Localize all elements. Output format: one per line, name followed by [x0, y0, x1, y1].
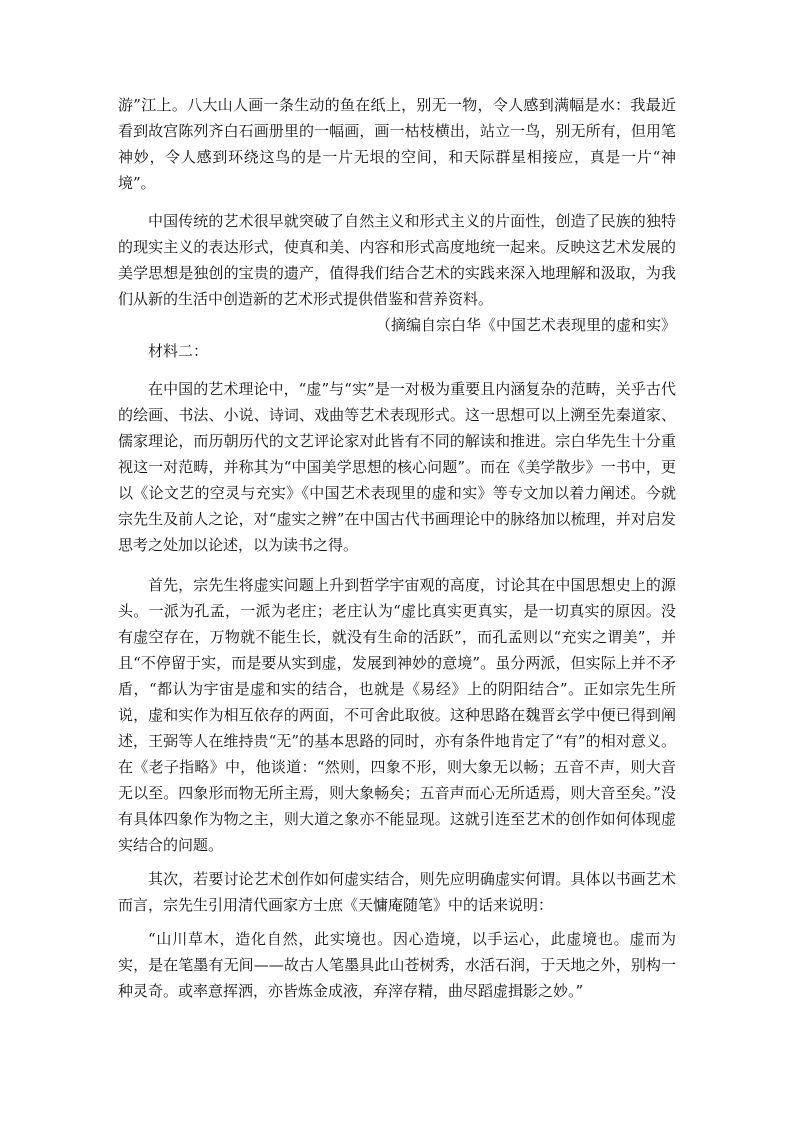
- block-quotation: “山川草木，造化自然，此实境也。因心造境，以手运心，此虚境也。虚而为实，是在笔墨有无间——故古人笔墨具此山苍树秀，水活石润，于天地之外，别构一种灵奇。或率意挥洒，亦皆炼金成液，弃滓存精，曲尽蹈虚揖影之妙。”: [118, 930, 676, 1000]
- material-two-paragraph-second: 其次，若要讨论艺术创作如何虚实结合，则先应明确虚实何谓。具体以书画艺术而言，宗先生引用清代画家方士庶《天慵庵随笔》中的话来说明：: [118, 870, 676, 914]
- source-citation: （摘编自宗白华《中国艺术表现里的虚和实》: [375, 316, 676, 334]
- material-two-heading: 材料二：: [148, 342, 209, 360]
- paragraph-conclusion: 中国传统的艺术很早就突破了自然主义和形式主义的片面性，创造了民族的独特的现实主义的表达形式，使真和美、内容和形式高度地统一起来。反映这艺术发展的美学思想是独创的宝贵的遗产，值得我们结合艺术的实践来深入地理解和汲取，为我们从新的生活中创造新的艺术形式提供借鉴和营养资料。: [118, 212, 676, 308]
- document-page: [118, 92, 676, 1004]
- material-two-paragraph-intro: 在中国的艺术理论中，“虚”与“实”是一对极为重要且内涵复杂的范畴，关乎古代的绘画、书法、小说、诗词、戏曲等艺术表现形式。这一思想可以上溯至先秦道家、儒家理论，而历朝历代的文艺评论家对此皆有不同的解读和推进。宗白华先生十分重视这一对范畴，并称其为“中国美学思想的核心问题”。而在《美学散步》一书中，更以《论文艺的空灵与充实》《中国艺术表现里的虚和实》等专文加以着力阐述。今就宗先生及前人之论，对“虚实之辨”在中国古代书画理论中的脉络加以梳理，并对启发思考之处加以论述，以为读书之得。: [118, 380, 676, 554]
- material-two-paragraph-first: 首先，宗先生将虚实问题上升到哲学宇宙观的高度，讨论其在中国思想史上的源头。一派为孔孟，一派为老庄；老庄认为“虚比真实更真实，是一切真实的原因。没有虚空存在，万物就不能生长，就没有生命的活跃”，而孔孟则以“充实之谓美”，并且“不停留于实，而是要从实到虚，发展到神妙的意境”。虽分两派，但实际上并不矛盾，“都认为宇宙是虚和实的结合，也就是《易经》上的阴阳结合”。正如宗先生所说，虚和实作为相互依存的两面，不可舍此取彼。这种思路在魏晋玄学中便已得到阐述，王弼等人在维持贵“无”的基本思路的同时，亦有条件地肯定了“有”的相对意义。在《老子指略》中，他谈道：“然则，四象不形，则大象无以畅；五音不声，则大音无以至。四象形而物无所主焉，则大象畅矣；五音声而心无所适焉，则大音至矣。”没有具体四象作为物之主，则大道之象亦不能显现。这就引连至艺术的创作如何体现虚实结合的问题。: [118, 576, 676, 854]
- paragraph-continued: 游”江上。八大山人画一条生动的鱼在纸上，别无一物，令人感到满幅是水：我最近看到故宫陈列齐白石画册里的一幅画，画一枯枝横出，站立一鸟，别无所有，但用笔神妙，令人感到环绕这鸟的是一片无垠的空间，和天际群星相接应，真是一片“神境”。: [118, 96, 676, 192]
